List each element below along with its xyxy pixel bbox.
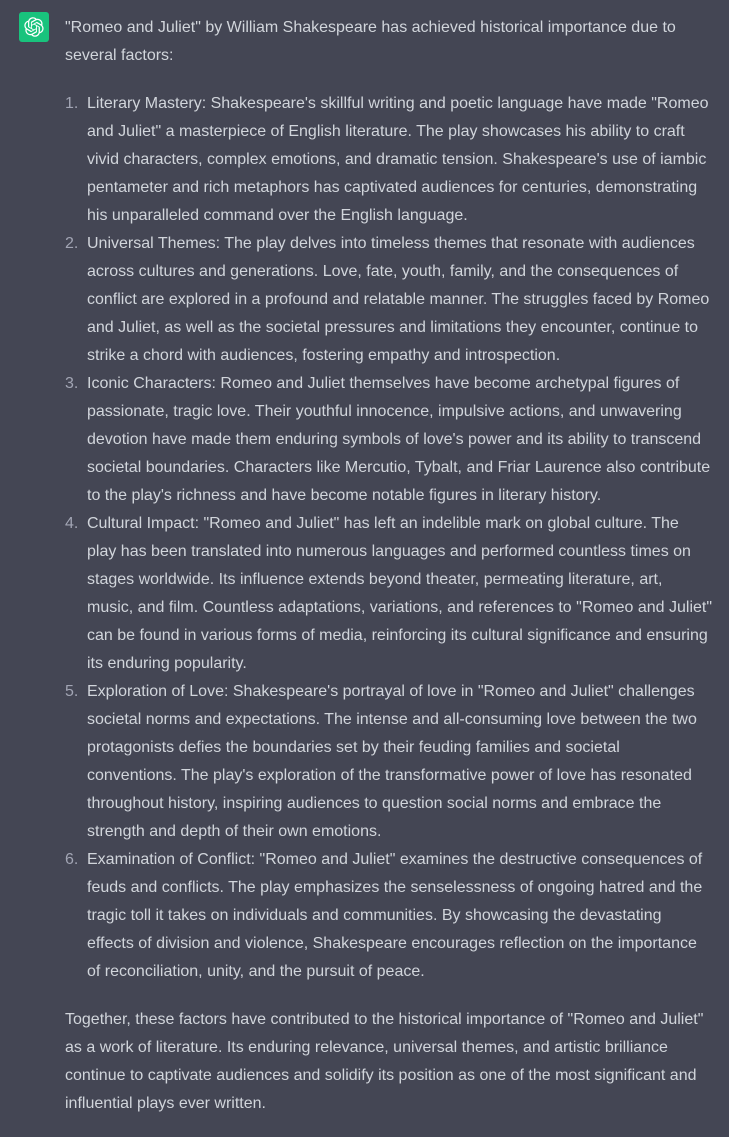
list-item-number: 4.: [65, 515, 79, 532]
list-item-text: Exploration of Love: Shakespeare's portrayal of love in "Romeo and Juliet" challenges societal norms and expectations. The intense and all-consuming love between the two protagonists defies the boundaries set by their feuding families and societal conventions. The play's exploration of the transformative power of love has resonated throughout history, inspiring audiences to question social norms and embrace the strength and depth of their own emotions.: [87, 683, 697, 840]
list-item-text: Examination of Conflict: "Romeo and Juliet" examines the destructive consequences of feuds and conflicts. The play emphasizes the senselessness of ongoing hatred and the tragic toll it takes on individuals and communities. By showcasing the devastating effects of division and violence, Shakespeare encourages reflection on the importance of reconciliation, unity, and the pursuit of peace.: [87, 851, 703, 980]
list-item-universal-themes: [65, 230, 712, 370]
chatgpt-avatar: [19, 12, 49, 42]
list-item-text: Iconic Characters: Romeo and Juliet themselves have become archetypal figures of passionate, tragic love. Their youthful innocence, impulsive actions, and unwavering devotion have made them enduring symbols of love's power and its ability to transcend societal boundaries. Characters like Mercutio, Tybalt, and Friar Laurence also contribute to the play's richness and have become notable figures in literary history.: [87, 375, 711, 504]
list-item-literary-mastery: [65, 90, 712, 230]
list-item-cultural-impact: [65, 510, 712, 678]
outro-paragraph: Together, these factors have contributed to the historical importance of "Romeo and Juliet" as a work of literature. Its enduring relevance, universal themes, and artistic brilliance continue to captivate audiences and solidify its position as one of the most significant and influential plays ever written.: [65, 1011, 704, 1112]
list-item-text: Literary Mastery: Shakespeare's skillful writing and poetic language have made "Romeo and Juliet" a masterpiece of English literature. The play showcases his ability to craft vivid characters, complex emotions, and dramatic tension. Shakespeare's use of iambic pentameter and rich metaphors has captivated audiences for centuries, demonstrating his unparalleled command over the English language.: [87, 95, 709, 224]
list-item-number: 6.: [65, 851, 79, 868]
factors-list: [65, 90, 712, 986]
list-item-number: 2.: [65, 235, 79, 252]
list-item-text: Universal Themes: The play delves into timeless themes that resonate with audiences across cultures and generations. Love, fate, youth, family, and the consequences of conflict are explored in a profound and relatable manner. The struggles faced by Romeo and Juliet, as well as the societal pressures and limitations they encounter, continue to strike a chord with audiences, fostering empathy and introspection.: [87, 235, 710, 364]
list-item-iconic-characters: [65, 370, 712, 510]
list-item-number: 1.: [65, 95, 79, 112]
list-item-text: Cultural Impact: "Romeo and Juliet" has left an indelible mark on global culture. The play has been translated into numerous languages and performed countless times on stages worldwide. Its influence extends beyond theater, permeating literature, art, music, and film. Countless adaptations, variations, and references to "Romeo and Juliet" can be found in various forms of media, reinforcing its cultural significance and ensuring its enduring popularity.: [87, 515, 713, 672]
list-item-number: 5.: [65, 683, 79, 700]
intro-paragraph: "Romeo and Juliet" by William Shakespeare has achieved historical importance due to several factors:: [65, 19, 676, 64]
openai-logo-icon: [24, 17, 44, 37]
list-item-exploration-of-love: [65, 678, 712, 846]
assistant-message-content: [65, 12, 712, 1118]
list-item-number: 3.: [65, 375, 79, 392]
list-item-examination-of-conflict: [65, 846, 712, 986]
